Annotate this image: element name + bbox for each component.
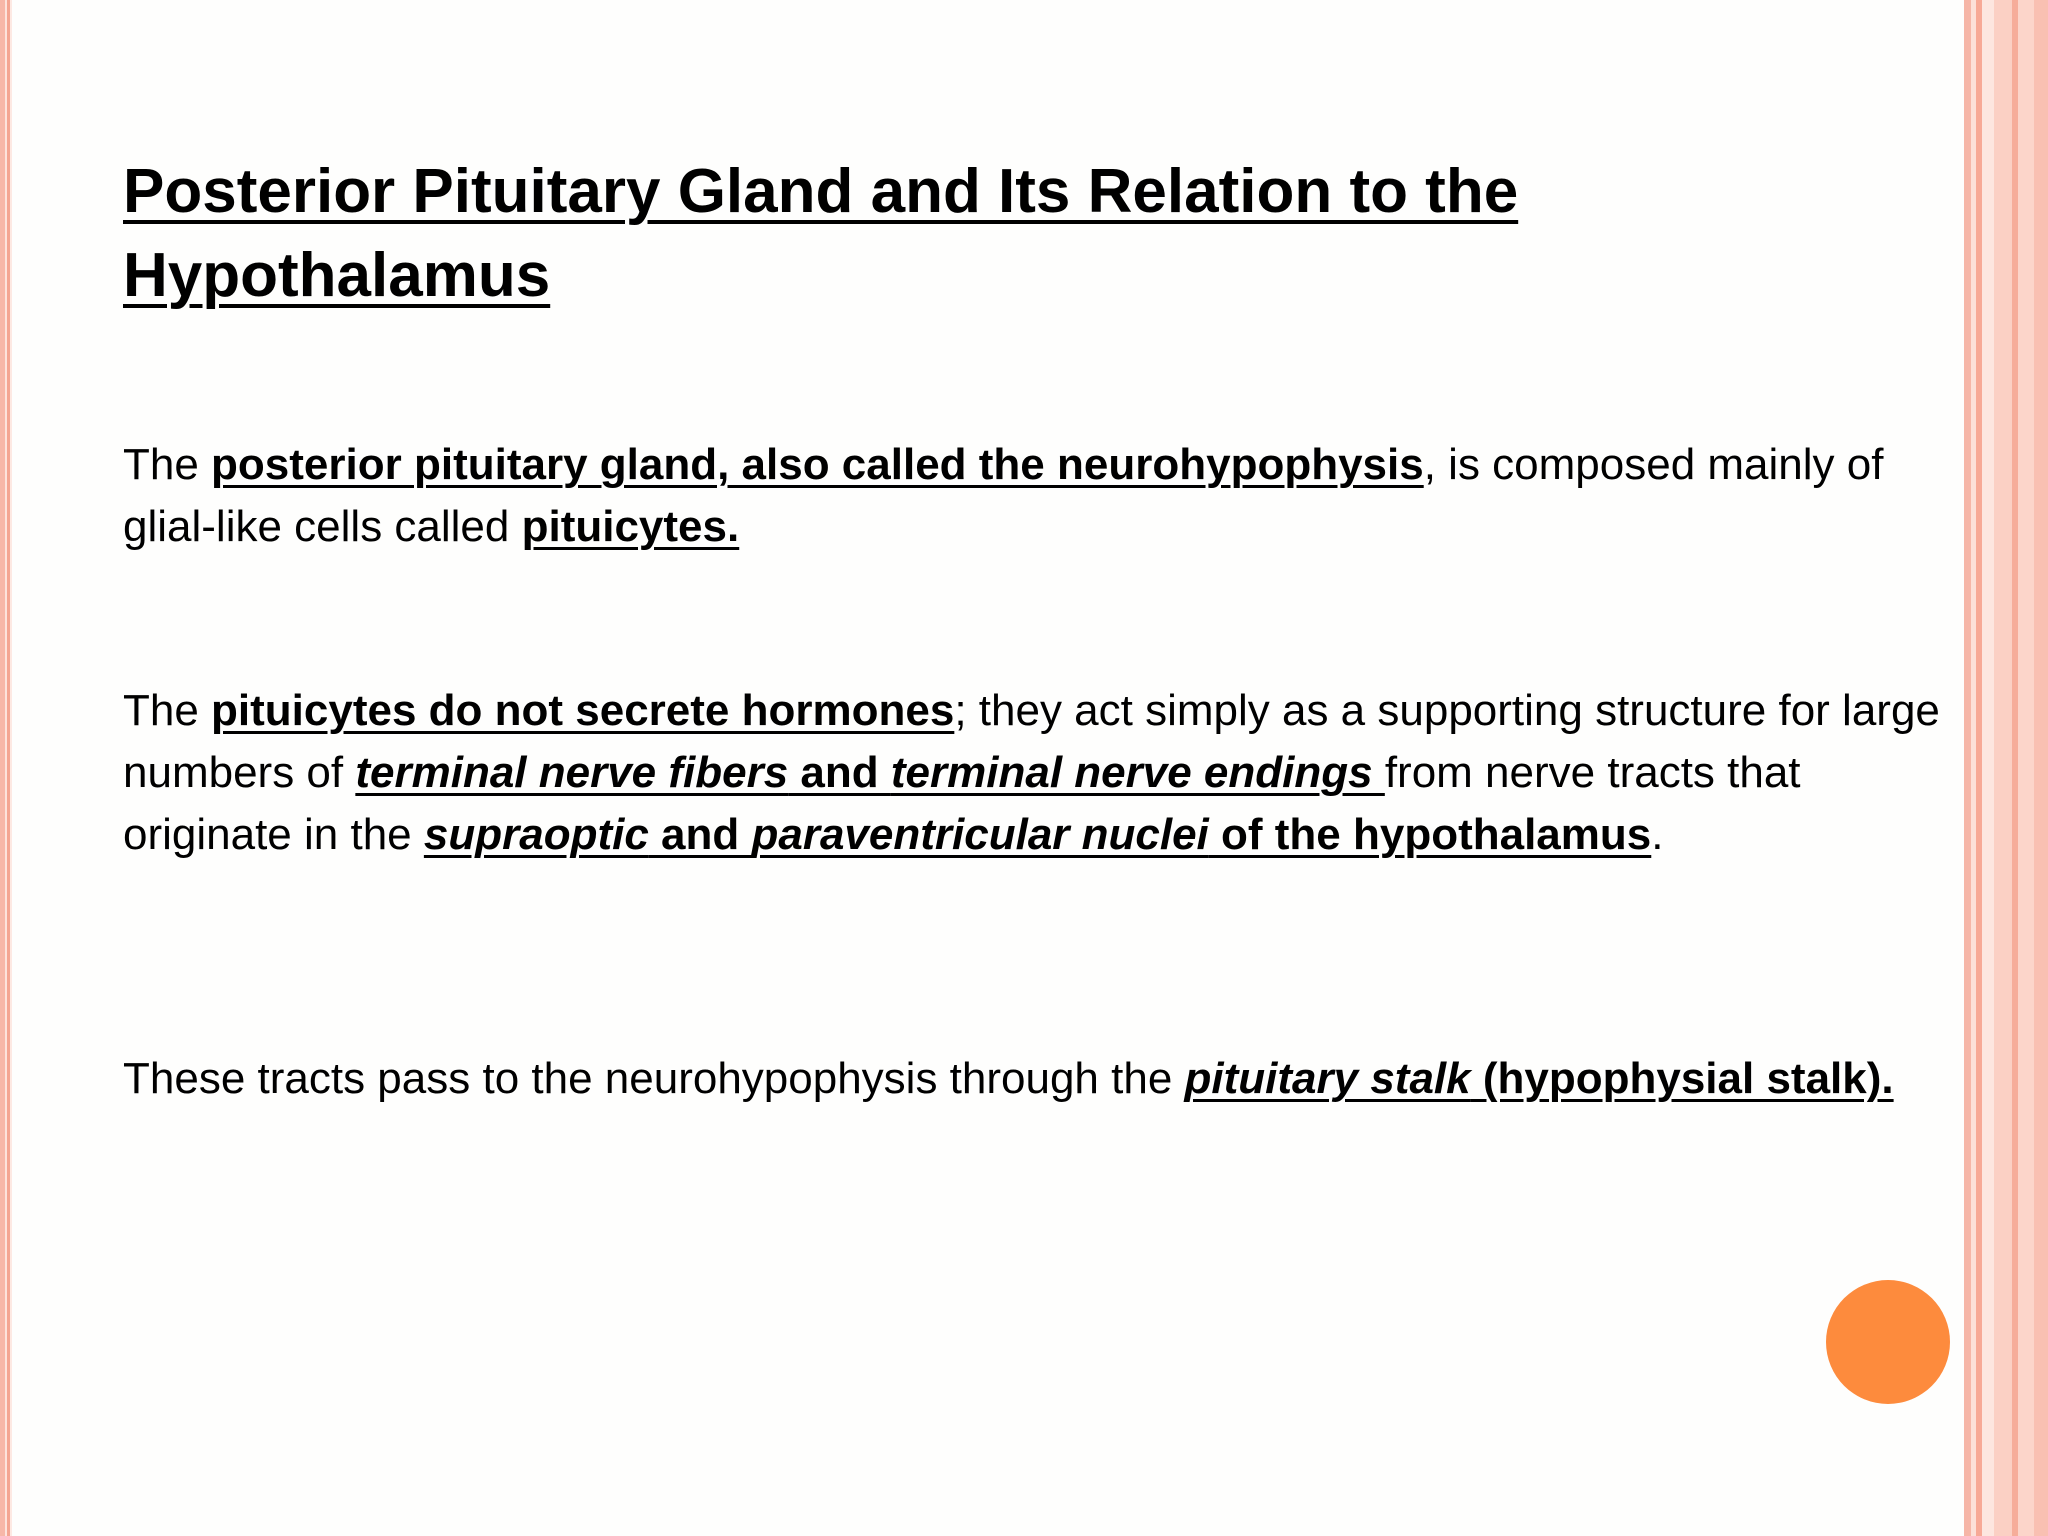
p2-text-2: ; they act simply as a supporting structure for large numbers of <box>123 686 1940 797</box>
left-decorative-border <box>0 0 12 1536</box>
paragraph-pituicytes <box>123 680 1953 866</box>
p2-text-and-2: and <box>648 810 752 859</box>
p2-text-period: . <box>1651 810 1664 859</box>
p1-term-posterior-pituitary: posterior pituitary gland, also called the neurohypophysis <box>211 440 1424 489</box>
p2-term-no-hormones: pituicytes do not secrete hormones <box>211 686 955 735</box>
p3-term-hypophysial-stalk: (hypophysial stalk). <box>1470 1054 1894 1103</box>
paragraph-neurohypophysis <box>123 434 1953 558</box>
p2-text-and-1: and <box>788 748 891 797</box>
p2-text-3: from nerve tracts that originate in the <box>123 748 1801 859</box>
p3-text-1: These tracts pass to the neurohypophysis through the <box>123 1054 1185 1103</box>
paragraph-pituitary-stalk <box>123 1048 1953 1110</box>
p3-term-pituitary-stalk: pituitary stalk <box>1184 1054 1471 1103</box>
orange-circle-decoration <box>1826 1280 1950 1404</box>
right-decorative-border <box>1964 0 2048 1536</box>
p1-text-1: The <box>123 440 212 489</box>
slide-title: Posterior Pituitary Gland and Its Relation to the Hypothalamus <box>123 157 1519 310</box>
p2-term-hypothalamus: of the hypothalamus <box>1208 810 1652 859</box>
p2-term-paraventricular: paraventricular nuclei <box>751 810 1209 859</box>
p2-term-supraoptic: supraoptic <box>423 810 649 859</box>
p1-text-2: , is composed mainly of glial-like cells called <box>123 440 1884 551</box>
p2-term-terminal-endings: terminal nerve endings <box>890 748 1385 797</box>
p2-text-1: The <box>123 686 212 735</box>
p1-term-pituicytes: pituicytes. <box>521 502 740 551</box>
p2-term-terminal-fibers: terminal nerve fibers <box>355 748 789 797</box>
